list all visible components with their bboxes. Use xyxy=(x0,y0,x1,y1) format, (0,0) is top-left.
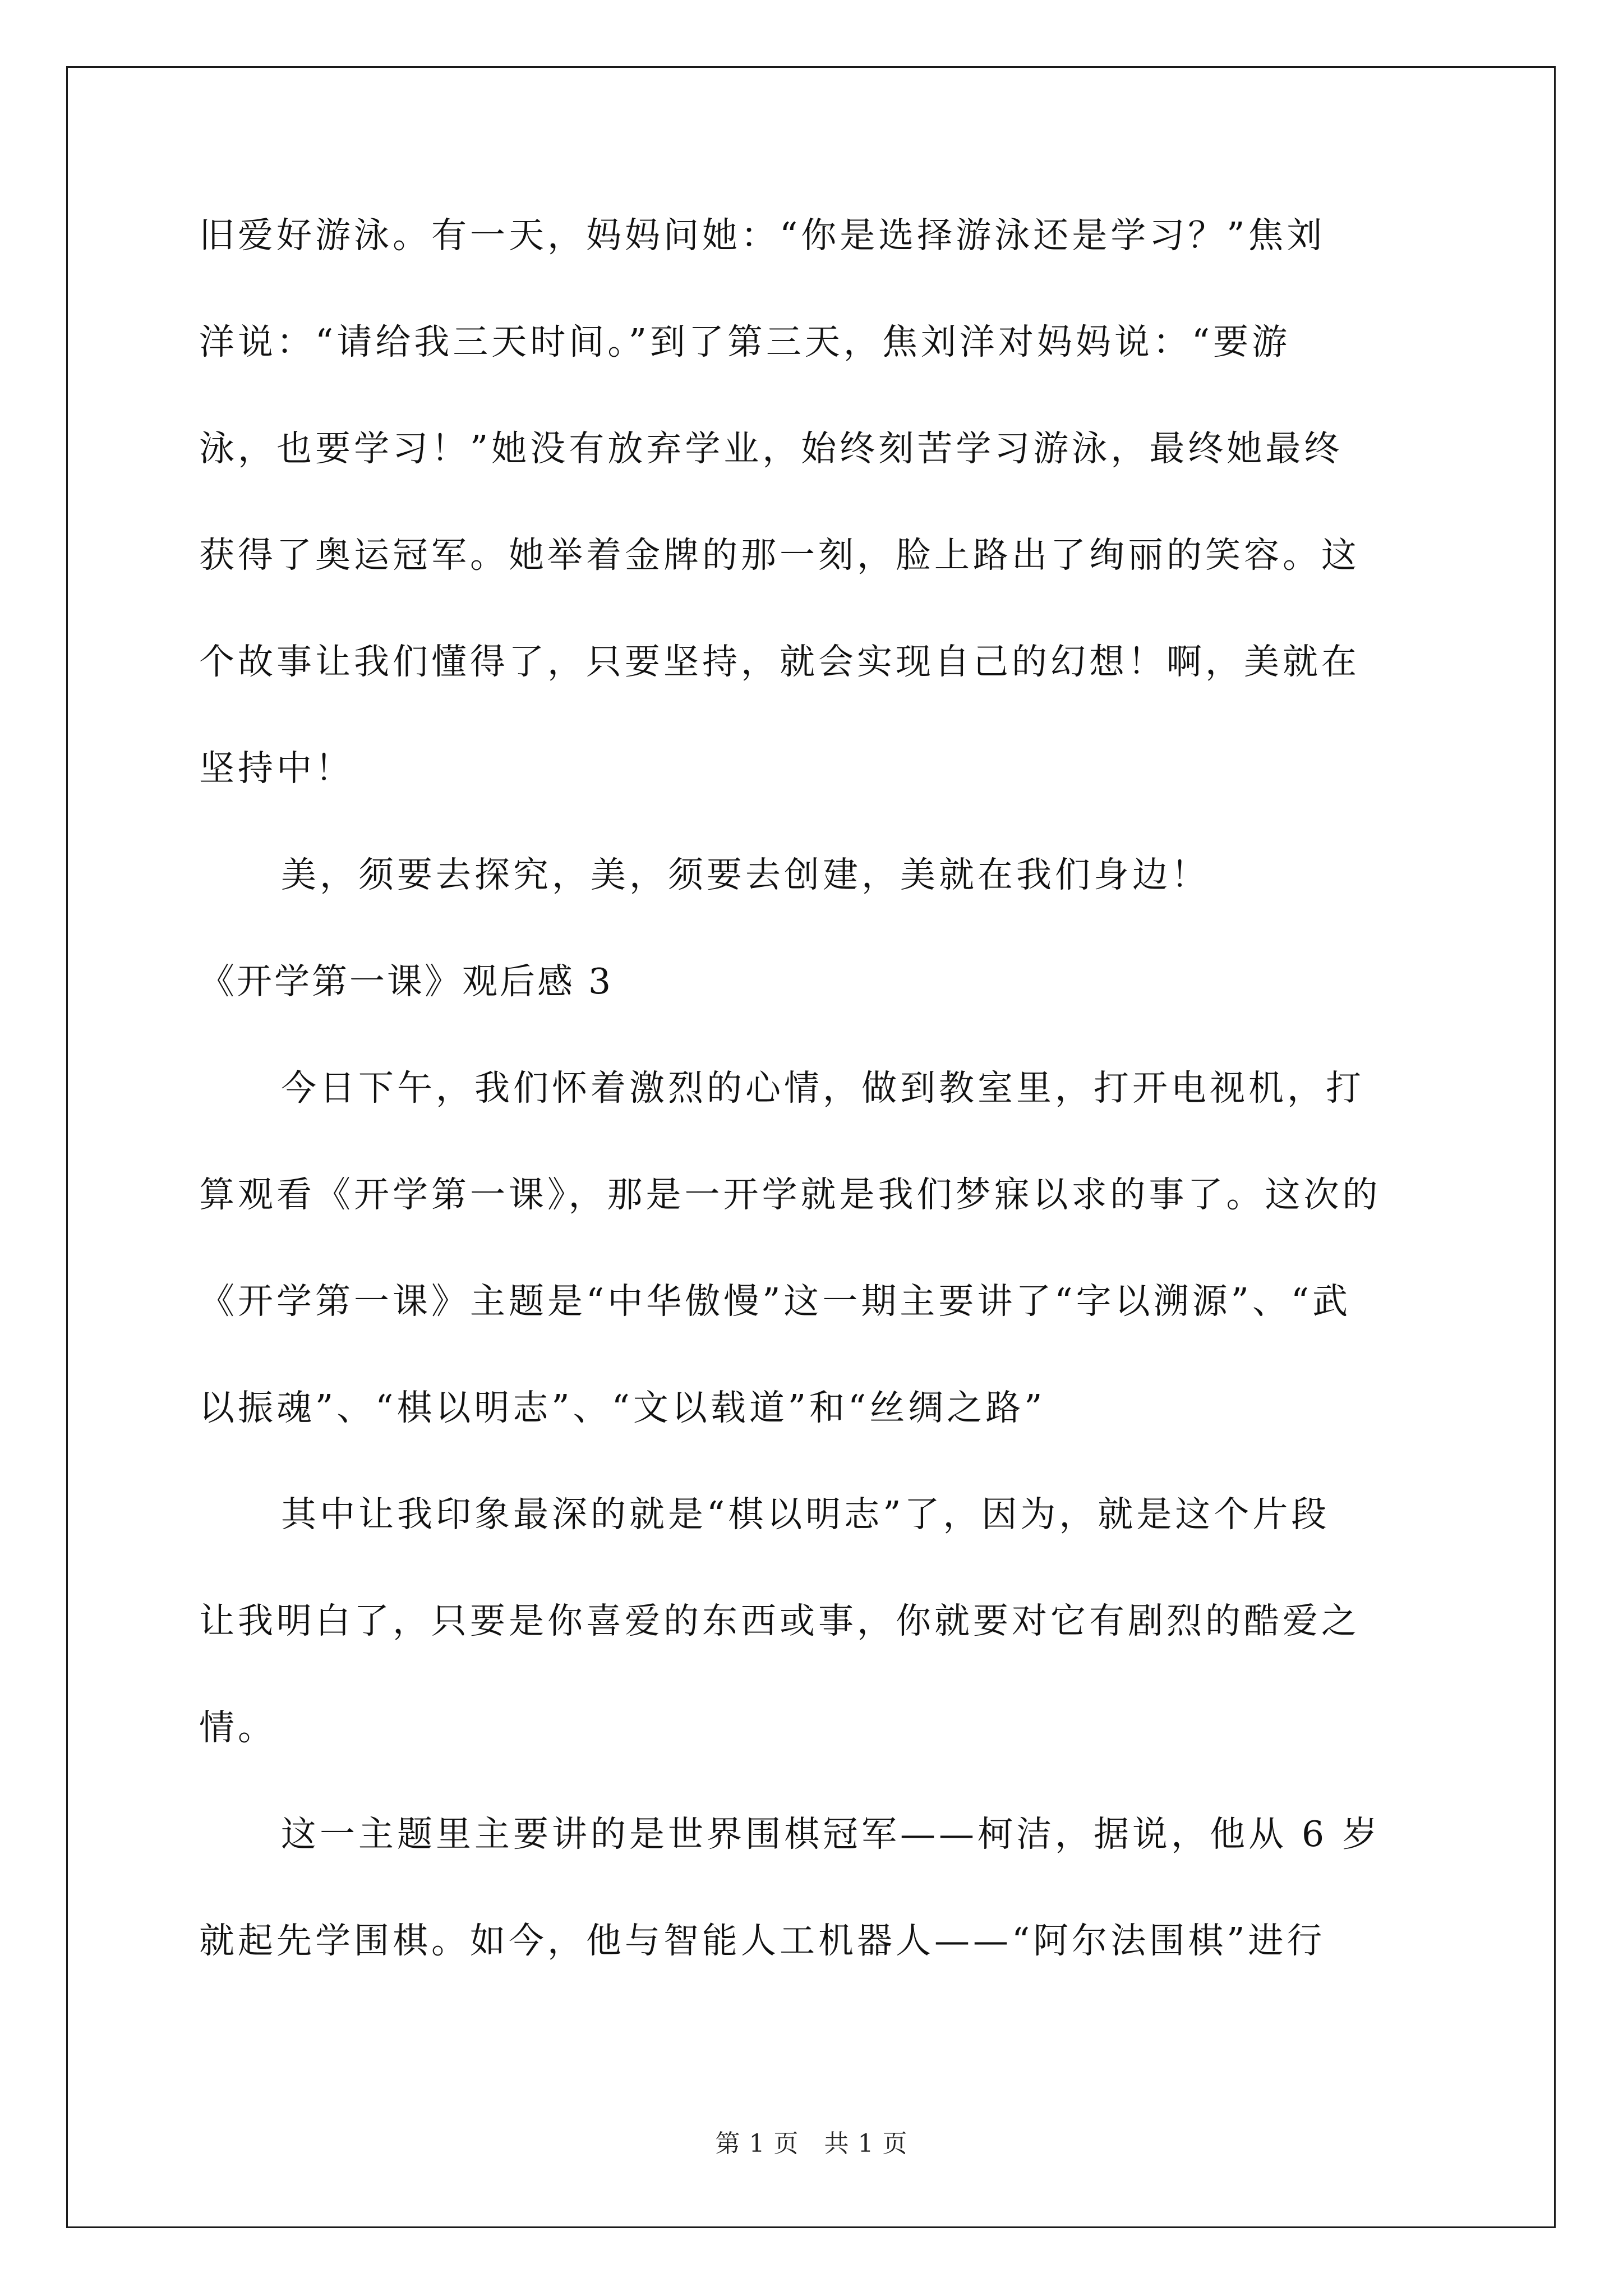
text-line: 坚持中！ xyxy=(199,748,354,789)
paragraph xyxy=(199,1461,1427,1781)
page-total: 共 1 页 xyxy=(824,2129,908,2158)
text-line: 让我明白了，只要是你喜爱的东西或事，你就要对它有剧烈的酷爱之 xyxy=(199,1600,1360,1641)
text-line: 洋说：“请给我三天时间。”到了第三天，焦刘洋对妈妈说：“要游 xyxy=(199,321,1291,362)
text-line: 个故事让我们懂得了，只要坚持，就会实现自己的幻想！啊，美就在 xyxy=(199,641,1360,682)
text-line: 以振魂”、“棋以明志”、“文以载道”和“丝绸之路” xyxy=(199,1387,1046,1428)
text-line: 获得了奥运冠军。她举着金牌的那一刻，脸上路出了绚丽的笑容。这 xyxy=(199,535,1360,576)
text-line: 这一主题里主要讲的是世界围棋冠军——柯洁，据说，他从 6 岁 xyxy=(281,1814,1381,1855)
text-line: 算观看《开学第一课》，那是一开学就是我们梦寐以求的事了。这次的 xyxy=(199,1174,1381,1215)
text-line: 今日下午，我们怀着激烈的心情，做到教室里，打开电视机，打 xyxy=(281,1068,1364,1108)
text-line: 《开学第一课》主题是“中华傲慢”这一期主要讲了“字以溯源”、“武 xyxy=(199,1281,1352,1322)
paragraph xyxy=(199,1781,1427,1994)
text-line: 就起先学围棋。如今，他与智能人工机器人——“阿尔法围棋”进行 xyxy=(199,1920,1326,1961)
text-line: 美，须要去探究，美，须要去创建，美就在我们身边！ xyxy=(281,854,1210,895)
paragraph xyxy=(199,822,1427,928)
text-line: 其中让我印象最深的就是“棋以明志”了，因为，就是这个片段 xyxy=(281,1494,1330,1535)
text-line: 泳，也要学习！”她没有放弃学业，始终刻苦学习游泳，最终她最终 xyxy=(199,428,1343,469)
text-line: 旧爱好游泳。有一天，妈妈问她：“你是选择游泳还是学习？”焦刘 xyxy=(199,215,1326,256)
text-line: 情。 xyxy=(199,1707,276,1748)
paragraph xyxy=(199,182,1427,822)
paragraph xyxy=(199,1035,1427,1461)
document-body xyxy=(199,182,1427,1994)
heading-text: 《开学第一课》观后感 3 xyxy=(199,961,614,1002)
page-footer xyxy=(0,2123,1623,2159)
page-number: 第 1 页 xyxy=(715,2129,799,2158)
section-heading xyxy=(199,928,1427,1035)
